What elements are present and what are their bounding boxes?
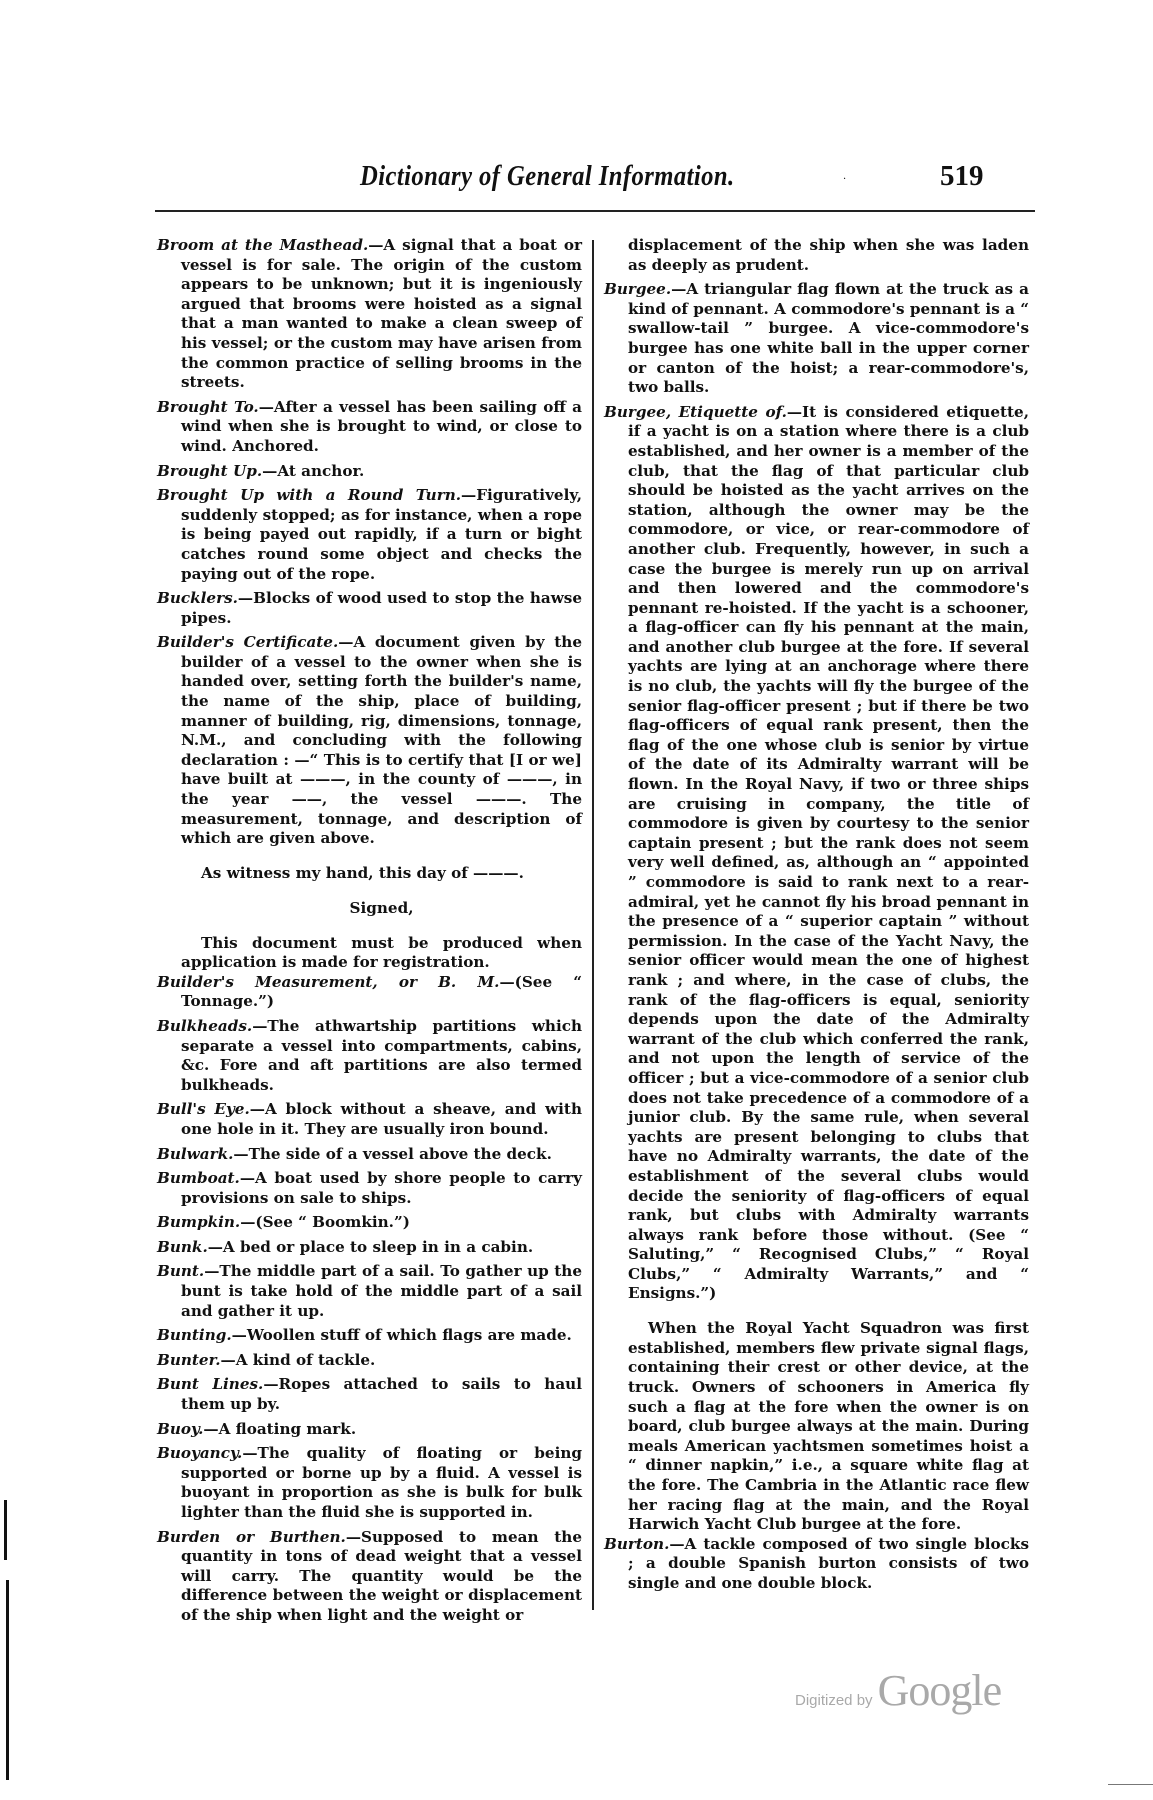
entry-headword: Bumpkin. <box>157 1213 241 1232</box>
entry-headword: Bunt. <box>157 1262 205 1281</box>
dictionary-entry <box>604 1535 1029 1594</box>
entry-headword: Bunting. <box>157 1326 232 1345</box>
entry-headword: Bull's Eye. <box>157 1100 250 1119</box>
dictionary-entry <box>604 280 1029 398</box>
entry-definition: —(See “ Boomkin.”) <box>240 1213 410 1232</box>
entry-headword: Bumboat. <box>157 1169 240 1188</box>
entry-definition: As witness my hand, this day of ———. <box>201 864 524 882</box>
dictionary-entry <box>157 589 582 628</box>
dictionary-entry <box>157 1262 582 1321</box>
entry-definition: —The middle part of a sail. To gather up the bunt is take hold of the middle part of a sail and gather it up. <box>181 1262 582 1320</box>
entry-headword: Bunt Lines. <box>157 1375 264 1394</box>
dictionary-entry <box>157 236 582 393</box>
entry-definition: —Figuratively, suddenly stopped; as for instance, when a rope is being payed out rapidly, if a turn or bight catches round some object and checks the paying out of the rope. <box>181 486 582 583</box>
dictionary-entry <box>157 1213 582 1233</box>
entry-definition: —Supposed to mean the quantity in tons of dead weight that a vessel will carry. The quantity would be the difference between the weight or displacement of the ship when light and the weight or <box>181 1527 582 1624</box>
entry-definition: —A tackle composed of two single blocks ; a double Spanish burton consists of two single and one double block. <box>628 1534 1029 1592</box>
dictionary-entry <box>157 1169 582 1208</box>
scan-edge-mark <box>1108 1784 1153 1785</box>
entry-definition: —Woollen stuff of which flags are made. <box>231 1326 572 1345</box>
dictionary-entry <box>604 1319 1029 1535</box>
entry-headword: Brought To. <box>157 397 259 416</box>
stray-dot: · <box>843 174 847 185</box>
entry-headword: Burden or Burthen. <box>157 1527 346 1546</box>
dictionary-entry <box>157 462 582 482</box>
entry-headword: Builder's Certificate. <box>157 633 339 652</box>
dictionary-entry <box>157 1238 582 1258</box>
entry-definition: —A boat used by shore people to carry provisions on sale to ships. <box>181 1169 582 1207</box>
entry-definition: —A floating mark. <box>203 1419 357 1438</box>
entry-headword: Burgee. <box>604 280 672 299</box>
dictionary-entry <box>157 934 582 973</box>
entry-definition: —A document given by the builder of a vessel to the owner when she is handed over, setting forth the builder's name, the name of the ship, place of building, manner of building, rig, dimensions, tonnage, N.M., and concluding with the following declaration : —“ This is to certify that [I or we] have built at ———, in the county of ———, in the year ——, the vessel ———. The measurement, tonnage, and description of which are given above. <box>181 633 582 848</box>
entry-definition: When the Royal Yacht Squadron was first established, members flew private signal flags, containing their crest or other device, at the truck. Owners of schooners in America fly such a flag at the fore when the owner is on board, club burgee always at the main. During meals American yachtsmen sometimes hoist a “ dinner napkin,” i.e., a square white flag at the fore. The Cambria in the Atlantic race flew her racing flag at the main, and the Royal Harwich Yacht Club burgee at the fore. <box>628 1319 1029 1534</box>
entry-definition: —At anchor. <box>262 461 365 480</box>
entry-definition: —A kind of tackle. <box>220 1350 376 1369</box>
dictionary-entry <box>157 633 582 849</box>
entry-definition: —After a vessel has been sailing off a wind when she is brought to wind, or close to wind. Anchored. <box>181 397 583 455</box>
entry-headword: Burton. <box>604 1534 670 1553</box>
dictionary-entry <box>157 899 582 919</box>
digitized-by-google-watermark <box>795 1665 1001 1716</box>
entry-definition: —The athwartship partitions which separate a vessel into compartments, cabins, &c. Fore and aft partitions are also termed bulkheads. <box>181 1016 582 1094</box>
entry-headword: Bucklers. <box>157 589 238 608</box>
dictionary-entry <box>157 1351 582 1371</box>
page-number: 519 <box>940 160 984 192</box>
entry-headword: Bunk. <box>157 1237 208 1256</box>
entry-definition: —Blocks of wood used to stop the hawse pipes. <box>181 589 582 627</box>
dictionary-entry <box>157 1444 582 1522</box>
entry-definition: —The quality of floating or being supported or borne up by a fluid. A vessel is buoyant in proportion as she is bulk for bulk lighter than the fluid she is supported in. <box>181 1444 582 1521</box>
dictionary-entry <box>157 1017 582 1095</box>
entry-headword: Builder's Measurement, or B. M. <box>157 972 500 991</box>
entry-headword: Bulwark. <box>157 1144 234 1163</box>
entry-definition: —A signal that a boat or vessel is for sale. The origin of the custom appears to be unknown; but it is ingeniously argued that brooms were hoisted as a signal that a man wanted to make a clean sweep of his vessel; or the custom may have arisen from the common practice of selling brooms in the streets. <box>181 236 582 392</box>
entry-definition: Signed, <box>349 898 414 917</box>
entry-headword: Bunter. <box>157 1350 221 1369</box>
dictionary-entry <box>157 1100 582 1139</box>
entry-definition: —The side of a vessel above the deck. <box>233 1144 552 1163</box>
entry-headword: Broom at the Masthead. <box>157 236 369 254</box>
entry-definition: —Ropes attached to sails to haul them up by. <box>181 1375 582 1414</box>
column-divider <box>592 240 594 1610</box>
running-title: Dictionary of General Information. <box>360 160 735 192</box>
entry-definition: displacement of the ship when she was laden as deeply as prudent. <box>628 236 1029 274</box>
right-column <box>604 236 1029 1599</box>
entry-headword: Brought Up. <box>157 461 263 480</box>
dictionary-entry <box>157 1145 582 1165</box>
entry-headword: Bulkheads. <box>157 1016 253 1035</box>
entry-definition: —A bed or place to sleep in in a cabin. <box>207 1237 534 1256</box>
entry-headword: Buoyancy. <box>157 1444 243 1463</box>
entry-definition: —A triangular flag flown at the truck as a kind of pennant. A commodore's pennant is a “ swallow-tail ” burgee. A vice-commodore's burgee has one white ball in the upper corner or canton of the hoist; a rear-commodore's, two balls. <box>628 280 1029 397</box>
dictionary-entry <box>604 236 1029 275</box>
dictionary-entry <box>157 1375 582 1414</box>
scan-edge-mark <box>6 1580 9 1780</box>
header-rule <box>155 210 1035 212</box>
dictionary-entry <box>157 973 582 1012</box>
dictionary-entry <box>157 398 582 457</box>
dictionary-entry <box>157 864 582 884</box>
google-logo: Google <box>877 1666 1002 1715</box>
dictionary-entry <box>157 1420 582 1440</box>
watermark-prefix: Digitized by <box>795 1692 873 1709</box>
page-header <box>155 150 1035 200</box>
dictionary-entry <box>157 1528 582 1626</box>
left-column <box>157 236 582 1631</box>
entry-headword: Burgee, Etiquette of. <box>604 402 787 421</box>
entry-definition: —A block without a sheave, and with one hole in it. They are usually iron bound. <box>181 1100 582 1138</box>
dictionary-entry <box>604 403 1029 1304</box>
entry-definition: This document must be produced when application is made for registration. <box>181 933 582 972</box>
dictionary-entry <box>157 1326 582 1346</box>
entry-definition: —(See “ Tonnage.”) <box>181 972 582 1011</box>
entry-definition: —It is considered etiquette, if a yacht is on a station where there is a club established, and her owner is a member of the club, that the flag of that particular club should be hoisted as the yacht arrives on the station, although the owner may be the commodore, or vice, or rear-commodore of another club. Frequently, however, in such a case the burgee is merely run up on arrival and then lowered and the commodore's pennant re-hoisted. If the yacht is a schooner, a flag-officer can fly his pennant at the main, and another club burgee at the fore. If several yachts are lying at an anchorage where there is no club, the yachts will fly the burgee of the senior flag-officer present ; but if there be two flag-officers of equal rank present, then the flag of the one whose club is senior by virtue of the date of its Admiralty warrant will be flown. In the Royal Navy, if two or three ships are cruising in company, the title of commodore is given by courtesy to the senior captain present ; but the rank does not seem very well defined, as, although an “ appointed ” commodore is said to rank next to a rear-admiral, yet he cannot fly his broad pennant in the presence of a “ superior captain ” without permission. In the case of the Yacht Navy, the senior officer would mean the one of highest rank ; and where, in the case of clubs, the rank of the flag-officers is equal, seniority depends upon the date of the Admiralty warrant of the club which conferred the rank, and not upon the length of service of the officer ; but a vice-commodore of a senior club does not take precedence of a commodore of a junior club. By the same rule, when several yachts are present belonging to clubs that have no Admiralty warrants, the date of the establishment of the several clubs would decide the seniority of flag-officers of equal rank, but clubs with Admiralty warrants always rank before those without. (See “ Saluting,” “ Recognised Clubs,” “ Royal Clubs,” “ Admiralty Warrants,” and “ Ensigns.”) <box>628 402 1029 1303</box>
entry-headword: Buoy. <box>157 1419 204 1438</box>
entry-headword: Brought Up with a Round Turn. <box>157 486 462 505</box>
dictionary-entry <box>157 486 582 584</box>
scan-edge-mark <box>4 1500 7 1560</box>
